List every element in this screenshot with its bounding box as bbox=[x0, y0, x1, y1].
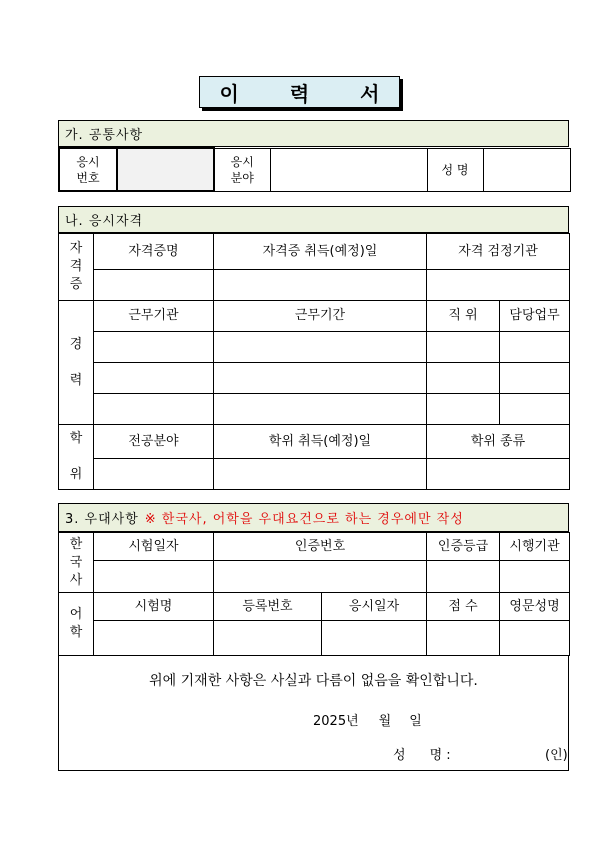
signature-label-part2: 명 : bbox=[429, 748, 451, 763]
section-qualification-heading bbox=[58, 206, 569, 233]
cert-agency-header: 자격 검정기관 bbox=[427, 234, 570, 270]
career-org-input[interactable] bbox=[94, 363, 214, 394]
career-position-input[interactable] bbox=[427, 332, 500, 363]
degree-major-header: 전공분야 bbox=[94, 425, 214, 459]
date-year: 2025년 bbox=[313, 714, 359, 729]
lang-score-header: 점 수 bbox=[427, 593, 500, 621]
degree-date-input[interactable] bbox=[214, 459, 427, 490]
lang-english-name-header: 영문성명 bbox=[500, 593, 570, 621]
cert-label: 자 격 증 bbox=[59, 234, 94, 301]
career-period-header: 근무기간 bbox=[214, 301, 427, 332]
korean-history-label: 한 국 사 bbox=[59, 533, 94, 593]
section-preference-heading-text: 3. 우대사항 bbox=[65, 512, 139, 527]
document-title-text: 이 력 서 bbox=[219, 81, 402, 106]
career-org-input[interactable] bbox=[94, 394, 214, 425]
cert-agency-input[interactable] bbox=[427, 270, 570, 301]
degree-label: 학 위 bbox=[59, 425, 94, 490]
qualification-table bbox=[58, 233, 570, 490]
career-duty-input[interactable] bbox=[500, 394, 570, 425]
career-org-header: 근무기관 bbox=[94, 301, 214, 332]
degree-type-header: 학위 종류 bbox=[427, 425, 570, 459]
kh-grade-header: 인증등급 bbox=[427, 533, 500, 561]
career-position-input[interactable] bbox=[427, 394, 500, 425]
career-duty-input[interactable] bbox=[500, 363, 570, 394]
exam-field-input[interactable] bbox=[270, 148, 427, 191]
name-input[interactable] bbox=[483, 148, 570, 191]
exam-field-label: 응시 분야 bbox=[214, 148, 270, 191]
career-period-input[interactable] bbox=[214, 394, 427, 425]
section-common-heading bbox=[58, 120, 569, 147]
language-label: 어 학 bbox=[59, 593, 94, 656]
name-label: 성 명 bbox=[427, 148, 483, 191]
career-org-input[interactable] bbox=[94, 332, 214, 363]
confirmation-box bbox=[58, 655, 569, 771]
seal-mark: (인) bbox=[545, 748, 568, 763]
section-qualification-heading-text: 나. 응시자격 bbox=[65, 214, 144, 229]
lang-date-header: 응시일자 bbox=[322, 593, 427, 621]
career-duty-input[interactable] bbox=[500, 332, 570, 363]
lang-test-input[interactable] bbox=[94, 621, 214, 656]
confirmation-statement: 위에 기재한 사항은 사실과 다름이 없음을 확인합니다. bbox=[149, 673, 478, 689]
common-info-table bbox=[58, 147, 571, 192]
degree-date-header: 학위 취득(예정)일 bbox=[214, 425, 427, 459]
career-position-input[interactable] bbox=[427, 363, 500, 394]
cert-name-input[interactable] bbox=[94, 270, 214, 301]
lang-reg-no-header: 등록번호 bbox=[214, 593, 322, 621]
degree-type-input[interactable] bbox=[427, 459, 570, 490]
kh-date-header: 시험일자 bbox=[94, 533, 214, 561]
career-position-header: 직 위 bbox=[427, 301, 500, 332]
kh-cert-no-input[interactable] bbox=[214, 561, 427, 593]
date-day: 일 bbox=[409, 714, 422, 729]
career-duty-header: 담당업무 bbox=[500, 301, 570, 332]
date-month: 월 bbox=[378, 714, 392, 729]
kh-grade-input[interactable] bbox=[427, 561, 500, 593]
cert-name-header: 자격증명 bbox=[94, 234, 214, 270]
exam-number-field[interactable] bbox=[117, 148, 214, 191]
kh-cert-no-header: 인증번호 bbox=[214, 533, 427, 561]
career-period-input[interactable] bbox=[214, 332, 427, 363]
kh-agency-header: 시행기관 bbox=[500, 533, 570, 561]
lang-date-input[interactable] bbox=[322, 621, 427, 656]
lang-test-header: 시험명 bbox=[94, 593, 214, 621]
lang-reg-no-input[interactable] bbox=[214, 621, 322, 656]
signature-label-part1: 성 bbox=[393, 748, 406, 763]
kh-date-input[interactable] bbox=[94, 561, 214, 593]
section-preference-heading bbox=[58, 503, 569, 532]
section-preference-note: ※ 한국사, 어학을 우대요건으로 하는 경우에만 작성 bbox=[144, 512, 464, 527]
section-common-heading-text: 가. 공통사항 bbox=[65, 128, 144, 143]
signature-label bbox=[393, 744, 451, 763]
cert-date-header: 자격증 취득(예정)일 bbox=[214, 234, 427, 270]
confirmation-date bbox=[313, 710, 422, 729]
lang-score-input[interactable] bbox=[427, 621, 500, 656]
preference-table bbox=[58, 532, 570, 656]
career-label: 경 력 bbox=[59, 301, 94, 425]
cert-date-input[interactable] bbox=[214, 270, 427, 301]
career-period-input[interactable] bbox=[214, 363, 427, 394]
kh-agency-input[interactable] bbox=[500, 561, 570, 593]
exam-number-label: 응시 번호 bbox=[59, 148, 117, 191]
degree-major-input[interactable] bbox=[94, 459, 214, 490]
lang-english-name-input[interactable] bbox=[500, 621, 570, 656]
document-title bbox=[199, 76, 400, 108]
